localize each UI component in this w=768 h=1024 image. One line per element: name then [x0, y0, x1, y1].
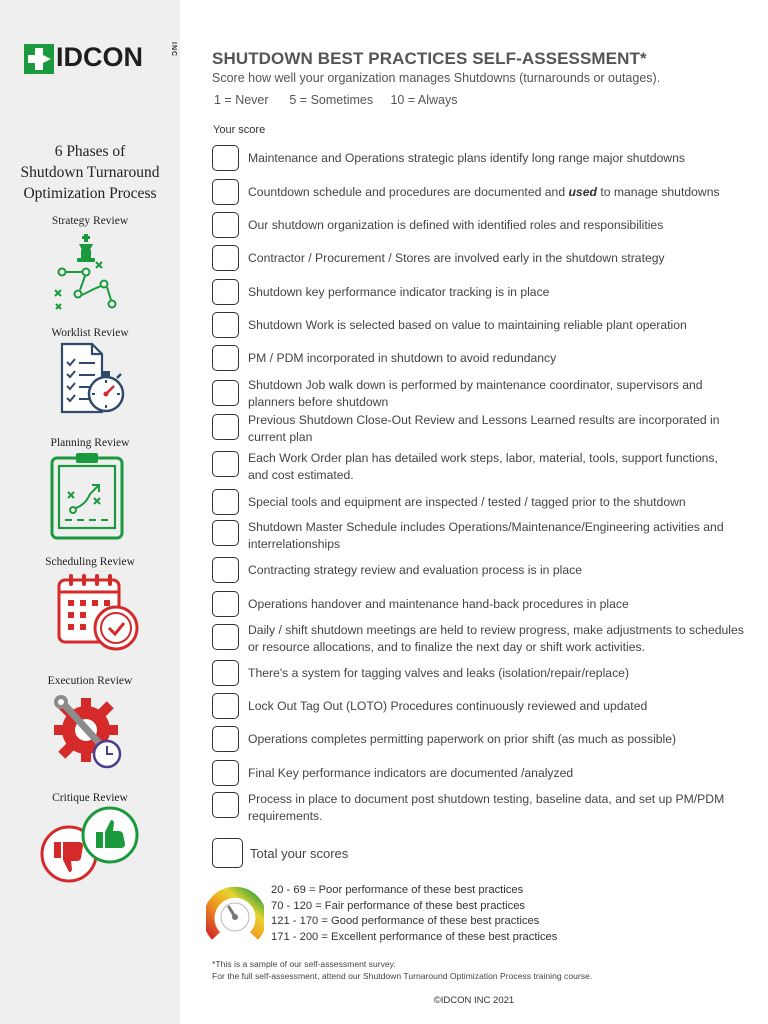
item-text-before: Countdown schedule and procedures are documented and: [248, 185, 569, 199]
logo-inc: INC: [170, 42, 177, 58]
sidebar-title-line-1: 6 Phases of: [54, 143, 126, 160]
idcon-logo: [24, 42, 177, 76]
item-text: Each Work Order plan has detailed work steps, labor, material, tools, support functions, and cost estimated.: [248, 451, 718, 482]
score-box[interactable]: [212, 212, 239, 238]
score-scale: 1 = Never 5 = Sometimes 10 = Always: [214, 93, 458, 107]
item-text: Lock Out Tag Out (LOTO) Procedures continuously reviewed and updated: [248, 699, 648, 713]
page-title: SHUTDOWN BEST PRACTICES SELF-ASSESSMENT*: [212, 49, 647, 68]
phase-label-scheduling: Scheduling Review: [45, 556, 135, 568]
chess-strategy-icon: [48, 232, 128, 312]
score-ranges: [271, 883, 557, 945]
score-box[interactable]: [212, 760, 239, 786]
item-text: Shutdown Job walk down is performed by maintenance coordinator, supervisors and planners before shutdown: [248, 378, 703, 409]
score-box[interactable]: [212, 726, 239, 752]
item-text: Operations handover and maintenance hand-back procedures in place: [248, 597, 629, 611]
item-text: Final Key performance indicators are documented /analyzed: [248, 766, 574, 780]
footnote: [212, 958, 592, 982]
phase-label-critique: Critique Review: [52, 792, 128, 804]
item-text: Special tools and equipment are inspected / tested / tagged prior to the shutdown: [248, 495, 686, 509]
page-subtitle: Score how well your organization manages Shutdowns (turnarounds or outages).: [212, 71, 661, 85]
score-box[interactable]: [212, 380, 239, 406]
thumbs-up-down-icon: [40, 806, 140, 886]
item-text: There's a system for tagging valves and leaks (isolation/repair/replace): [248, 666, 629, 680]
performance-gauge-icon: [206, 886, 264, 944]
score-box[interactable]: [212, 312, 239, 338]
score-box[interactable]: [212, 624, 239, 650]
score-box[interactable]: [212, 591, 239, 617]
item-text: Shutdown key performance indicator tracking is in place: [248, 285, 550, 299]
range-excellent: 171 - 200 = Excellent performance of these best practices: [271, 930, 558, 943]
score-box[interactable]: [212, 279, 239, 305]
footnote-line-1: *This is a sample of our self-assessment survey.: [212, 959, 396, 969]
idcon-cross-icon: [24, 44, 54, 74]
score-box[interactable]: [212, 345, 239, 371]
score-box[interactable]: [212, 557, 239, 583]
score-box[interactable]: [212, 520, 239, 546]
phase-label-execution: Execution Review: [47, 675, 133, 687]
score-box[interactable]: [212, 179, 239, 205]
item-text: Daily / shift shutdown meetings are held to review progress, make adjustments to schedules or resource allocations, and to finalize the next day or shift work activities.: [248, 623, 744, 654]
score-box[interactable]: [212, 245, 239, 271]
calendar-clock-icon: [56, 572, 140, 654]
clipboard-play-icon: [50, 452, 126, 540]
gear-wrench-clock-icon: [52, 694, 126, 770]
phase-label-planning: Planning Review: [50, 437, 130, 449]
item-text: Shutdown Work is selected based on value to maintaining reliable plant operation: [248, 318, 687, 332]
item-text: [248, 184, 726, 201]
item-text: Maintenance and Operations strategic plans identify long range major shutdowns: [248, 151, 685, 165]
assessment-form: [180, 0, 768, 1024]
range-fair: 70 - 120 = Fair performance of these best practices: [271, 899, 526, 912]
item-text: Operations completes permitting paperwork on prior shift (as much as possible): [248, 732, 677, 746]
sidebar-title-line-2: Shutdown Turnaround: [20, 164, 160, 181]
range-poor: 20 - 69 = Poor performance of these best practices: [271, 884, 524, 896]
checklist-stopwatch-icon: [54, 340, 130, 416]
your-score-label: Your score: [213, 124, 266, 136]
score-box[interactable]: [212, 489, 239, 515]
copyright: ©IDCON INC 2021: [433, 995, 515, 1006]
range-good: 121 - 170 = Good performance of these best practices: [271, 915, 540, 928]
footnote-line-2: For the full self-assessment, attend our Shutdown Turnaround Optimization Process training course.: [212, 971, 593, 981]
item-text: PM / PDM incorporated in shutdown to avoid redundancy: [248, 351, 557, 365]
total-label: Total your scores: [250, 846, 349, 861]
score-box[interactable]: [212, 414, 239, 440]
item-text: Shutdown Master Schedule includes Operations/Maintenance/Engineering activities and interrelationships: [248, 520, 724, 551]
score-box[interactable]: [212, 660, 239, 686]
score-box[interactable]: [212, 451, 239, 477]
sidebar-title-line-3: Optimization Process: [23, 185, 157, 202]
item-text: Our shutdown organization is defined with identified roles and responsibilities: [248, 218, 664, 232]
item-text: Previous Shutdown Close-Out Review and Lessons Learned results are incorporated in current plan: [248, 413, 720, 444]
score-box[interactable]: [212, 145, 239, 171]
total-score-box[interactable]: [212, 838, 243, 868]
item-text: Contracting strategy review and evaluation process is in place: [248, 563, 582, 577]
phase-label-strategy: Strategy Review: [51, 215, 129, 227]
item-text-after: to manage shutdowns: [596, 185, 720, 199]
phase-label-worklist: Worklist Review: [51, 327, 129, 339]
logo-wordmark: IDCON: [56, 42, 143, 72]
sidebar: [0, 0, 180, 1024]
item-text-emphasis: used: [568, 185, 597, 199]
score-box[interactable]: [212, 792, 239, 818]
item-text: Process in place to document post shutdown testing, baseline data, and set up PM/PDM requirements.: [248, 792, 725, 823]
item-text: Contractor / Procurement / Stores are involved early in the shutdown strategy: [248, 251, 665, 265]
score-box[interactable]: [212, 693, 239, 719]
